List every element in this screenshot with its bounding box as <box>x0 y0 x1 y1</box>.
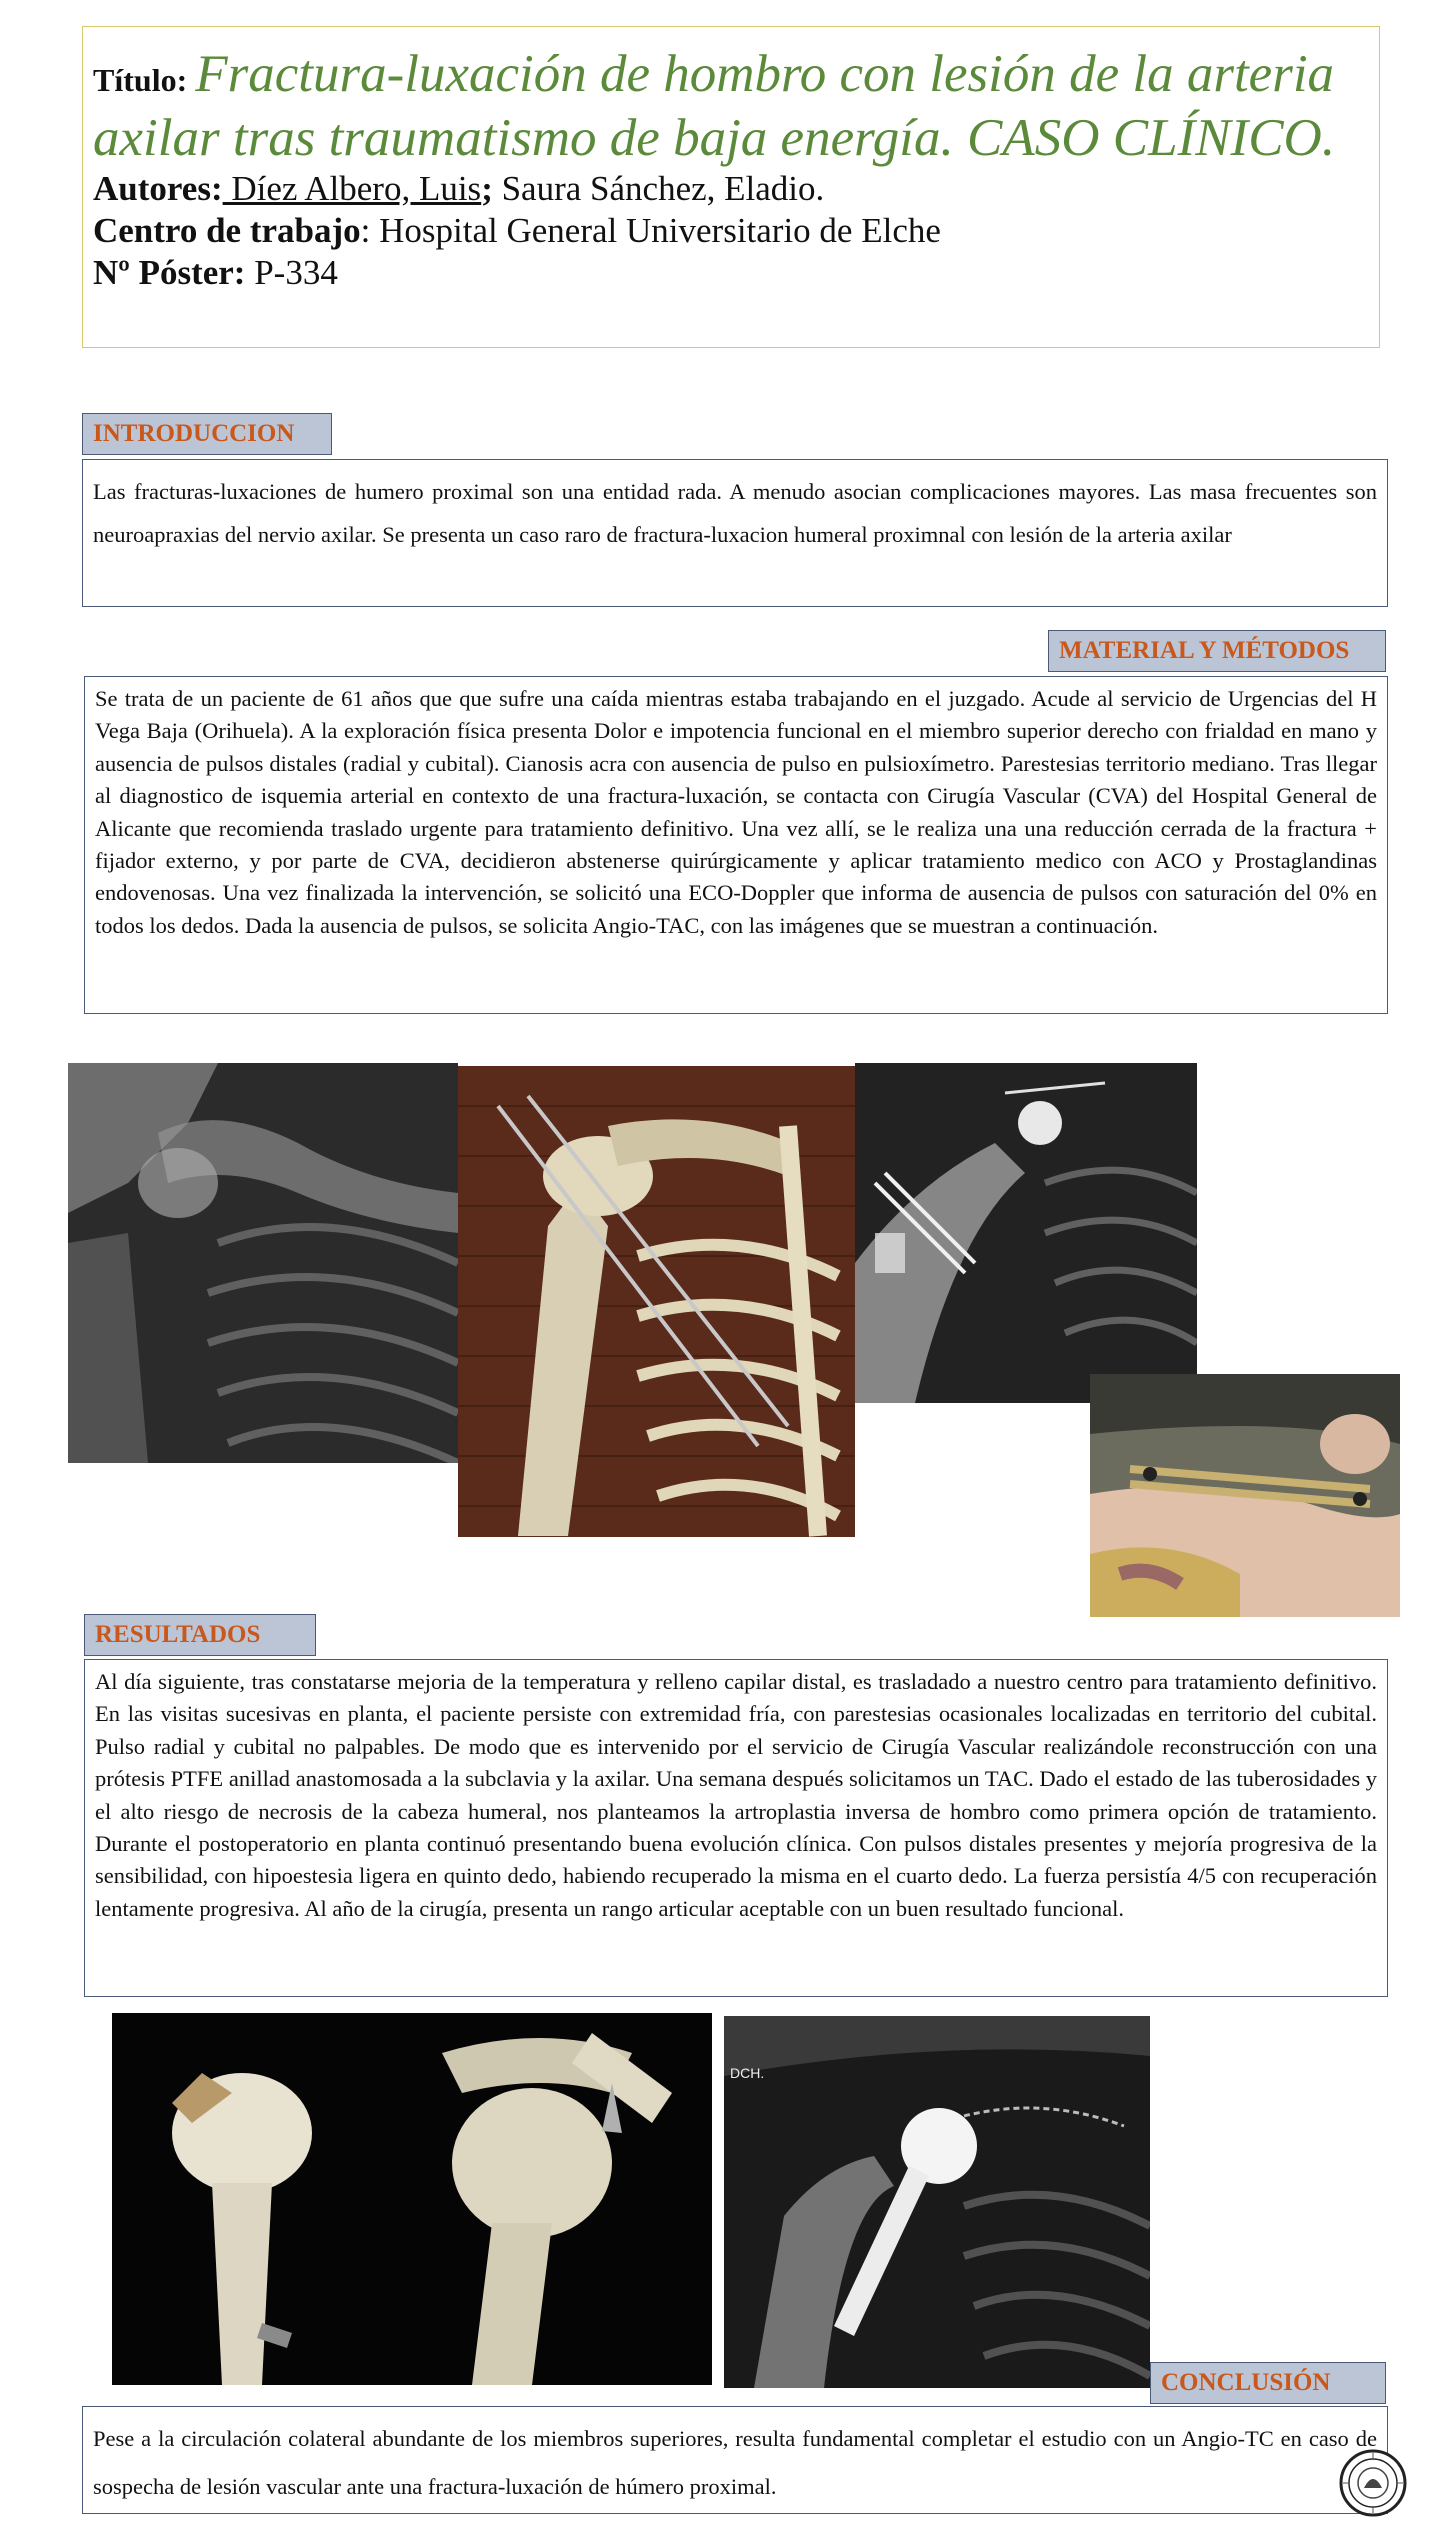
university-seal-icon <box>1338 2448 1408 2518</box>
poster-number-line <box>93 252 1369 294</box>
poster-title: Título: Fractura-luxación de hombro con lesión de la arteria axilar tras traumatismo de baja energía. CASO CLÍNICO. <box>93 45 1336 167</box>
conclusion-box <box>82 2406 1388 2514</box>
introduccion-box <box>82 459 1388 607</box>
introduccion-text: Las fracturas-luxaciones de humero proximal son una entidad rada. A menudo asocian complicaciones mayores. Las masa frecuentes son neuroapraxias del nervio axilar. Se presenta un caso raro de fractura-luxacion humeral proximnal con lesión de la arteria axilar <box>93 479 1377 547</box>
poster-number-value: P-334 <box>245 253 338 292</box>
xray-reverse-prosthesis-drawing <box>724 2016 1150 2388</box>
xray-fixator-image <box>855 1063 1197 1403</box>
xray-marker: DCH. <box>730 2065 765 2081</box>
resultados-text: Al día siguiente, tras constatarse mejoria de la temperatura y relleno capilar distal, es trasladado a nuestro centro para tratamiento definitivo. En las visitas sucesivas en planta, el paciente persiste con extremidad fría, con parestesias ocasionales localizadas en territorio del cubital. Pulso radial y cubital no palpables. De modo que es intervenido por el servicio de Cirugía Vascular realizándole reconstrucción con una prótesis PTFE anillad anastomosada a la subclavia y la axilar. Una semana después solicitamos un TAC. Dado el estado de las tuberosidades y el alto riesgo de necrosis de la cabeza humeral, nos planteamos la artroplastia inversa de hombro como primera opción de tratamiento. Durante el postoperatorio en planta continuó presentando buena evolución clínica. Con pulsos distales presentes y mejoría progresiva de la sensibilidad, con hipoestesia ligera en quinto dedo, habiendo recuperado la misma en el cuarto dedo. La fuerza persistía 4/5 con recuperación lentamente progresiva. Al año de la cirugía, presenta un rango articular aceptable con un buen resultado funcional. <box>95 1669 1377 1921</box>
author-other: Saura Sánchez, Eladio. <box>492 169 825 208</box>
metodos-text: Se trata de un paciente de 61 años que que sufre una caída mientras estaba trabajando en el juzgado. Acude al servicio de Urgencias del H Vega Baja (Orihuela). A la exploración física presenta Dolor e impotencia funcional en el miembro superior derecho con frialdad en mano y ausencia de pulsos distales (radial y cubital). Cianosis acra con ausencia de pulso en pulsioxímetro. Parestesias territorio mediano. Tras llegar al diagnostico de isquemia arterial en contexto de una fractura-luxación, se contacta con Cirugía Vascular (CVA) del Hospital General de Alicante que recomienda traslado urgente para tratamiento definitivo. Una vez allí, se le realiza una una reducción cerrada de la fractura + fijador externo, y por parte de CVA, decidieron abstenerse quirúrgicamente y aplicar tratamiento medico con ACO y Prostaglandinas endovenosas. Una vez finalizada la intervención, se solicitó una ECO-Doppler que informa de ausencia de pulsos con saturación del 0% en todos los dedos. Dada la ausencia de pulsos, se solicita Angio-TAC, con las imágenes que se muestran a continuación. <box>95 686 1377 938</box>
title-label: Título <box>93 62 177 98</box>
angio-tac-3d-drawing <box>458 1066 855 1537</box>
metodos-label: MATERIAL Y MÉTODOS <box>1048 630 1386 672</box>
clinical-photo-image <box>1090 1374 1400 1617</box>
author-main: Díez Albero, Luis <box>222 169 482 208</box>
introduccion-label: INTRODUCCION <box>82 413 332 455</box>
clinical-photo-drawing <box>1090 1374 1400 1617</box>
conclusion-text: Pese a la circulación colateral abundante de los miembros superiores, resulta fundamental completar el estudio con un Angio-TC en caso de sospecha de lesión vascular ante una fractura-luxación de húmero proximal. <box>93 2426 1377 2499</box>
center-line: Centro de trabajo: Hospital General Universitario de Elche <box>93 211 941 250</box>
poster-number-label: Nº Póster: <box>93 253 246 292</box>
author-separator: ; <box>481 169 493 208</box>
center-label: Centro de trabajo <box>93 211 361 250</box>
authors-label: Autores <box>93 169 211 208</box>
xray-fixator-drawing <box>855 1063 1197 1403</box>
title-text: Fractura-luxación de hombro con lesión de la arteria axilar tras traumatismo de baja energía. CASO CLÍNICO. <box>93 45 1336 167</box>
metodos-box <box>84 676 1388 1014</box>
conclusion-label: CONCLUSIÓN <box>1150 2362 1386 2404</box>
xray-reverse-prosthesis-image <box>724 2016 1150 2388</box>
authors-line: Autores: Díez Albero, Luis; Saura Sánchez, Eladio. <box>93 169 825 208</box>
ct-3d-reconstruction-drawing <box>112 2013 712 2385</box>
angio-tac-3d-image <box>458 1066 855 1537</box>
xray-shoulder-drawing <box>68 1063 458 1463</box>
resultados-label: RESULTADOS <box>84 1614 316 1656</box>
title-box <box>82 26 1380 348</box>
ct-3d-reconstruction-image <box>112 2013 712 2385</box>
xray-shoulder-image <box>68 1063 458 1463</box>
resultados-box <box>84 1659 1388 1997</box>
center-value: Hospital General Universitario de Elche <box>370 211 941 250</box>
